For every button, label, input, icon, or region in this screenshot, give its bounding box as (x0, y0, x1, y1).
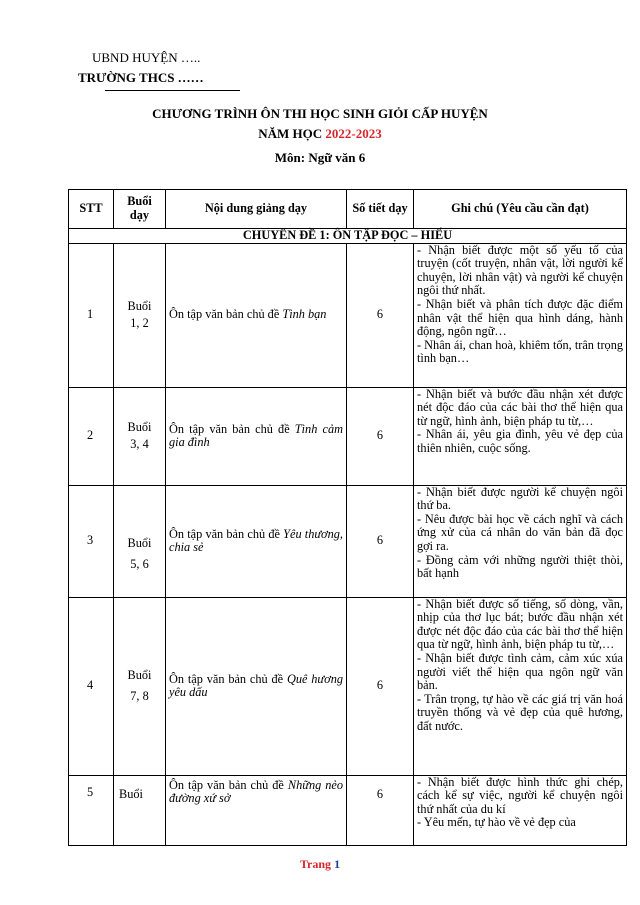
table-row (69, 387, 627, 485)
row-stt: 4 (69, 597, 114, 775)
row-periods: 6 (347, 243, 414, 387)
note-item: - Nhận biết và phân tích được đặc điểm nhân vật thể hiện qua hình dáng, hành động, ngôn ngữ… (417, 296, 623, 339)
header-periods: Số tiết dạy (347, 190, 414, 229)
session-label: Buổi (127, 298, 152, 313)
header-stt: STT (69, 190, 114, 229)
note-item: - Nhận biết được một số yếu tố của truyện (cốt truyện, nhân vật, lời người kể chuyện, lời nhân vật) và người kể chuyện ngôi thứ nhất. (417, 242, 623, 298)
row-stt: 5 (69, 775, 114, 845)
school-name: TRƯỜNG THCS …… (78, 70, 204, 85)
row-notes (414, 485, 627, 597)
row-session (114, 485, 166, 597)
note-item: - Đồng cảm với những người thiệt thòi, bất hạnh (417, 552, 623, 581)
section-title: CHUYÊN ĐỀ 1: ÔN TẬP ĐỌC – HIỂU (69, 229, 627, 244)
note-item: - Nhận biết được tình cảm, cảm xúc xúa người viết thể hiện qua ngôn ngữ văn bản. (417, 650, 623, 693)
content-topic: Những nẻo đường xứ sở (169, 777, 343, 806)
school-year-value: 2022-2023 (325, 126, 382, 141)
school-year-prefix: NĂM HỌC (258, 126, 326, 141)
row-session (114, 597, 166, 775)
note-item: - Nhận biết được hình thức ghi chép, cách kể sự việc, người kể chuyện ngôi thứ nhất của du kí (417, 774, 623, 816)
note-item: - Trân trọng, tự hào về các giá trị văn hoá truyền thống và vẻ đẹp của quê hương, đất nước. (417, 691, 623, 733)
note-item: - Nhân ái, chan hoà, khiêm tốn, trân trọng tình bạn… (417, 337, 623, 366)
content-topic: Quê hương yêu dấu (169, 671, 343, 700)
session-numbers: 3, 4 (130, 437, 149, 452)
content-topic: Tình cảm gia đình (169, 421, 343, 450)
content-text: Ôn tập văn bản chủ đề (169, 307, 283, 322)
document-title: CHƯƠNG TRÌNH ÔN THI HỌC SINH GIỎI CẤP HUYỆN (152, 106, 488, 121)
content-text: Ôn tập văn bản chủ đề (169, 777, 288, 792)
row-stt: 2 (69, 387, 114, 485)
row-content (166, 775, 347, 845)
row-content (166, 485, 347, 597)
header-notes: Ghi chú (Yêu cầu cần đạt) (414, 190, 627, 229)
page-footer (0, 857, 640, 872)
header-session: Buổi dạy (114, 190, 166, 229)
table-row (69, 597, 627, 775)
session-numbers: 7, 8 (130, 689, 149, 704)
table-row (69, 243, 627, 387)
header-divider (105, 90, 240, 91)
table-row (69, 485, 627, 597)
authority-name: UBND HUYỆN ….. (92, 50, 201, 65)
row-content (166, 387, 347, 485)
content-text: Ôn tập văn bản chủ đề (169, 421, 295, 436)
header-content: Nội dung giảng dạy (166, 190, 347, 229)
note-item: - Nhận biết được người kể chuyện ngôi thứ ba. (417, 484, 623, 513)
content-topic: Yêu thương, chia sẻ (169, 526, 343, 555)
session-label: Buổi (127, 535, 152, 550)
row-periods: 6 (347, 775, 414, 845)
subject-line: Môn: Ngữ văn 6 (274, 150, 366, 165)
footer-prefix: Trang (299, 857, 335, 871)
row-session (114, 775, 166, 845)
content-topic: Tình bạn (282, 307, 327, 322)
row-session (114, 387, 166, 485)
school-year (0, 126, 640, 142)
row-stt: 1 (69, 243, 114, 387)
note-item: - Nêu được bài học về cách nghĩ và cách ứng xử của cá nhân do văn bản đã đọc gợi ra. (417, 511, 623, 553)
session-label: Buổi (119, 786, 143, 801)
syllabus-table (68, 189, 627, 846)
row-notes (414, 597, 627, 775)
row-periods: 6 (347, 485, 414, 597)
row-stt: 3 (69, 485, 114, 597)
row-content (166, 597, 347, 775)
note-item: - Nhận biết và bước đầu nhận xét được nét độc đáo của các bài thơ thể hiện qua từ ngữ, hình ảnh, biện pháp tu từ,… (417, 386, 623, 428)
table-header-row (69, 190, 627, 229)
row-session (114, 243, 166, 387)
content-text: Ôn tập văn bản chủ đề (169, 671, 287, 686)
row-periods: 6 (347, 597, 414, 775)
row-notes (414, 243, 627, 387)
session-label: Buổi (127, 419, 152, 434)
row-notes (414, 775, 627, 845)
row-periods: 6 (347, 387, 414, 485)
row-notes (414, 387, 627, 485)
row-content (166, 243, 347, 387)
content-text: Ôn tập văn bản chủ đề (169, 526, 284, 541)
note-item: - Nhân ái, yêu gia đình, yêu vẻ đẹp của thiên nhiên, cuộc sống. (417, 427, 623, 455)
page-number: 1 (334, 857, 341, 871)
note-item: - Nhận biết được số tiếng, số dòng, vần, nhịp của thơ lục bát; bước đầu nhận xét được nét độc đáo của các bài thơ thể hiện qua từ ngữ, hình ảnh, biện pháp tu từ,… (417, 596, 623, 652)
session-label: Buổi (127, 667, 152, 682)
session-numbers: 1, 2 (130, 316, 149, 331)
session-numbers: 5, 6 (130, 557, 149, 572)
note-item: - Yêu mến, tự hào về vẻ đẹp của (417, 815, 576, 830)
table-row (69, 775, 627, 845)
section-row (69, 229, 627, 244)
